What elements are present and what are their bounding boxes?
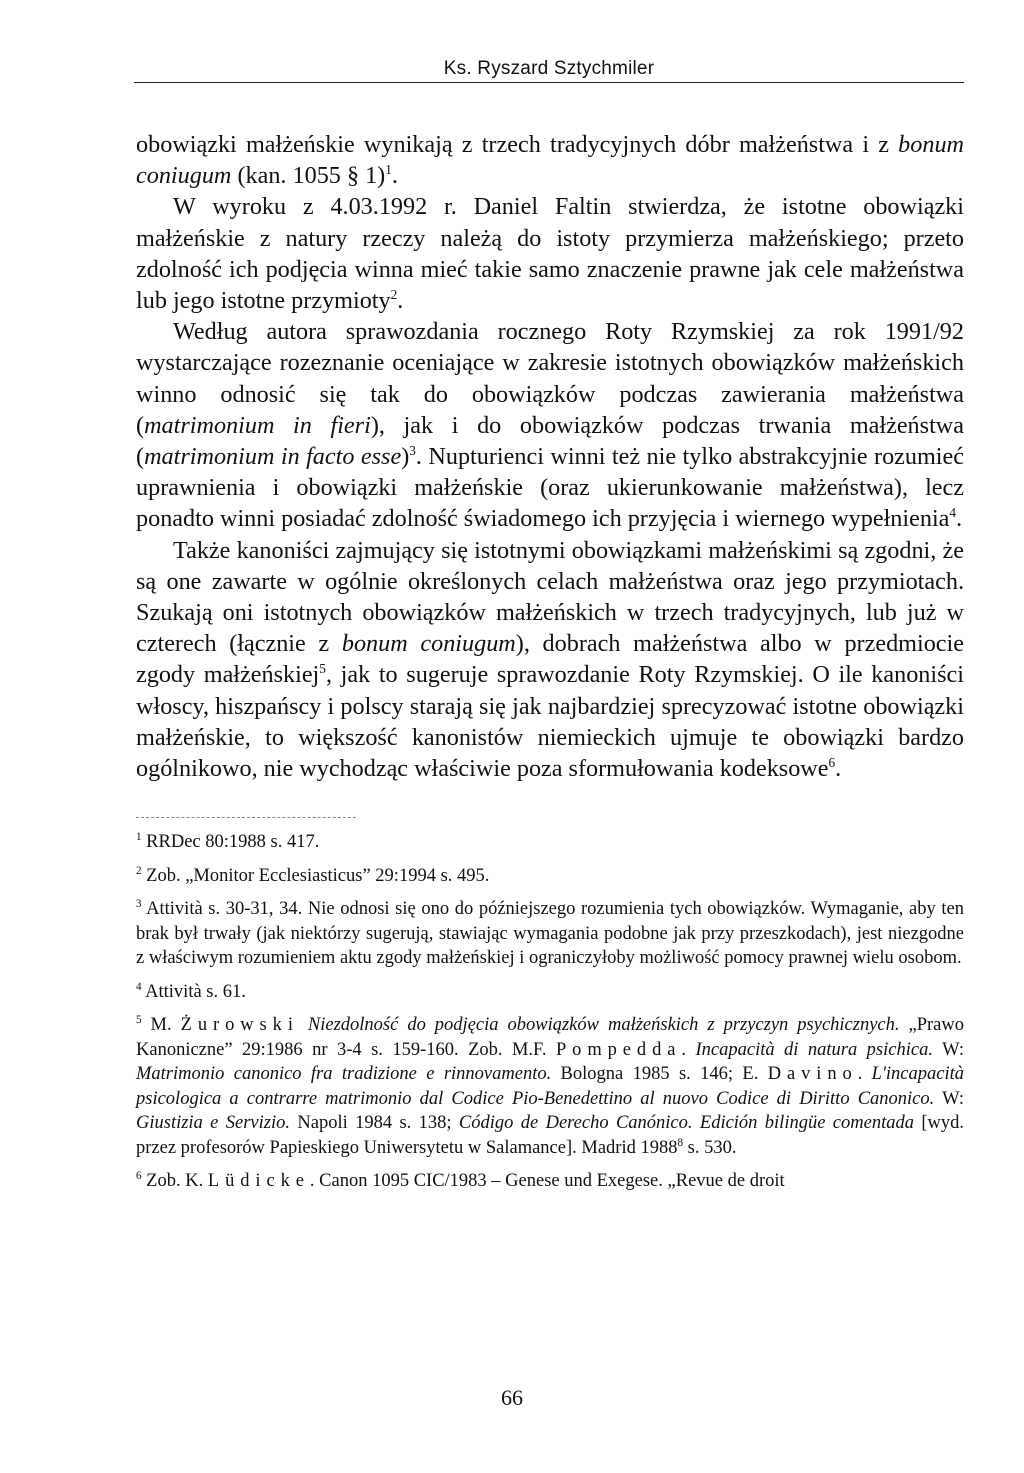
footnote-ref-4[interactable]: 4 bbox=[949, 505, 957, 521]
footnote-3: $^3$ Attività s. 30-31, 34. Nie odnosi się ono do późniejszego rozumienia tych obowiązków. Wymaganie, aby ten brak był trwały (jak niektórzy sugerują, stawiając wymagania podobne jak przy przeszkodach), jest niezgodne z właściwym rozumieniem aktu zgody małżeńskiej i ograniczyłoby możliwość pomocy prawnej wielu osobom. bbox=[136, 898, 964, 969]
paragraph-3: Według autora sprawozdania rocznego Roty Rzymskiej za rok 1991/92 wystarczające rozeznanie oceniające w zakresie istotnych obowiązków małżeńskich winno odnosić się tak do obowiązków podczas zawierania małżeństwa (matrimonium in fieri), jak i do obowiązków podczas trwania małżeństwa (matrimonium in facto esse)$^3$. Nupturienci winni też nie tylko abstrakcyjnie rozumieć uprawnienia i obowiązki małżeńskie (oraz ukierunkowanie małżeństwa), lecz ponadto winni posiadać zdolność świadomego ich przyjęcia i wiernego wypełnienia$^4$. bbox=[136, 318, 964, 533]
footnote-6: $^6$ Zob. K. Lüdicke. Canon 1095 CIC/1983 – Genese und Exegese. „Revue de droit bbox=[136, 1170, 785, 1192]
footnote-5: $^5$ M. Żurowski Niezdolność do podjęcia obowiązków małżeńskich z przyczyn psychicznych. „Prawo Kanoniczne” 29:1986 nr 3-4 s. 159-160. Zob. M.F. Pompedda. Incapacità di natura psichica. W: Matrimonio canonico fra tradizione e rinnovamento. Bologna 1985 s. 146; E. Davino. L'incapacità psicologica a contrarre matrimonio dal Codice Pio-Benedettino al nuovo Codice di Diritto Canonico. W: Giustizia e Servizio. Napoli 1984 s. 138; Código de Derecho Canónico. Edición bilingüe comentada [wyd. przez profesorów Papieskiego Uniwersytetu w Salamance]. Madrid 1988$^8$ s. 530. bbox=[136, 1014, 965, 1158]
footnote-1: $^1$ RRDec 80:1988 s. 417. bbox=[136, 831, 320, 853]
main-text bbox=[136, 129, 964, 784]
paragraph-2: W wyroku z 4.03.1992 r. Daniel Faltin stwierdza, że istotne obowiązki małżeńskie z natury rzeczy należą do istoty przymierza małżeńskiego; przeto zdolność ich podjęcia winna mieć takie samo znaczenie prawne jak cele małżeństwa lub jego istotne przymioty$^2$. bbox=[136, 193, 964, 315]
page bbox=[136, 58, 964, 1203]
footnote-ref-3[interactable]: 3 bbox=[409, 442, 416, 458]
footnote-ref-1[interactable]: 1 bbox=[385, 162, 392, 178]
footnote-separator bbox=[136, 817, 356, 818]
running-head: Ks. Ryszard Sztychmiler bbox=[134, 58, 964, 83]
paragraph-1: obowiązki małżeńskie wynikają z trzech tradycyjnych dóbr małżeństwa i z bonum coniugum (kan. 1055 § 1)$^1$. bbox=[136, 131, 964, 190]
footnote-2: $^2$ Zob. „Monitor Ecclesiasticus” 29:1994 s. 495. bbox=[136, 864, 490, 886]
footnote-ref-5[interactable]: 5 bbox=[319, 661, 326, 677]
footnote-ref-2[interactable]: 2 bbox=[390, 286, 398, 302]
footnote-4: $^4$ Attività s. 61. bbox=[136, 980, 246, 1002]
footnotes bbox=[136, 830, 964, 1194]
paragraph-4: Także kanoniści zajmujący się istotnymi obowiązkami małżeńskimi są zgodni, że są one zawarte w ogólnie określonych celach małżeństwa oraz jego przymiotach. Szukają oni istotnych obowiązków małżeńskich w trzech tradycyjnych, lub już w czterech (łącznie z bonum coniugum), dobrach małżeństwa albo w przedmiocie zgody małżeńskiej$^5$, jak to sugeruje sprawozdanie Roty Rzymskiej. O ile kanoniści włoscy, hiszpańscy i polscy starają się jak najbardziej sprecyzować istotne obowiązki małżeńskie, to większość kanonistów niemieckich ujmuje te obowiązki bardzo ogólnikowo, nie wychodząc właściwie poza sformułowania kodeksowe$^6$. bbox=[136, 536, 964, 783]
page-number: 66 bbox=[501, 1385, 523, 1410]
footnote-ref-6[interactable]: 6 bbox=[828, 755, 836, 770]
